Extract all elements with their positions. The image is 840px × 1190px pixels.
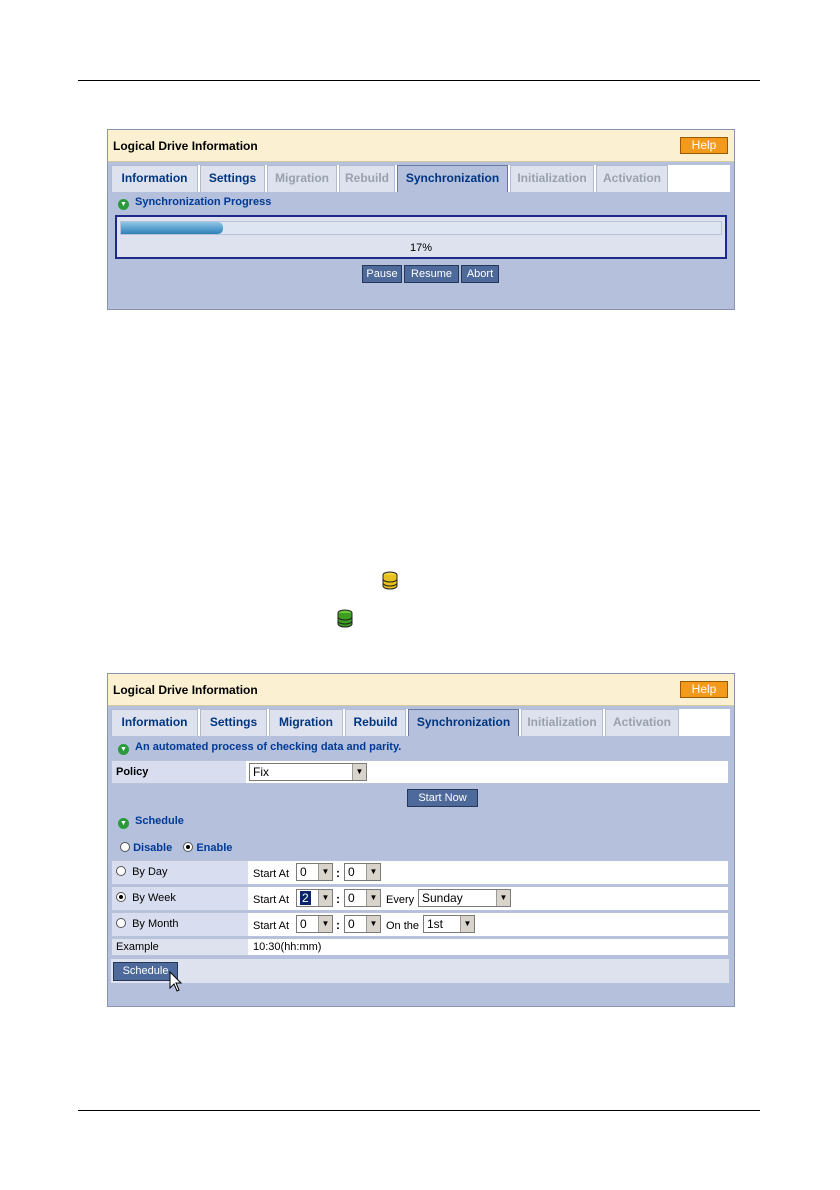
weekday-value: Sunday bbox=[422, 891, 463, 905]
chevron-down-icon: ▼ bbox=[352, 764, 366, 780]
resume-button[interactable]: Resume bbox=[404, 265, 459, 283]
logical-drive-panel-progress bbox=[107, 129, 735, 310]
by-day-radio[interactable] bbox=[116, 866, 126, 876]
policy-value: Fix bbox=[253, 765, 269, 779]
schedule-button[interactable]: Schedule bbox=[113, 962, 178, 981]
by-week-minute-select[interactable] bbox=[344, 889, 381, 907]
by-day-minute: 0 bbox=[348, 865, 355, 879]
by-day-row bbox=[111, 860, 729, 885]
panel-title: Logical Drive Information bbox=[113, 139, 258, 153]
logical-drive-panel-schedule bbox=[107, 673, 735, 1007]
footer-rule bbox=[78, 1110, 760, 1111]
schedule-header bbox=[118, 815, 184, 829]
yellow-database-icon bbox=[381, 571, 399, 590]
enable-radio[interactable] bbox=[183, 842, 193, 852]
disable-label: Disable bbox=[133, 842, 173, 854]
progress-track bbox=[120, 221, 722, 235]
panel-header bbox=[108, 130, 734, 162]
by-month-option[interactable] bbox=[112, 913, 248, 936]
by-month-label: By Month bbox=[132, 918, 179, 930]
tab-migration: Migration bbox=[267, 165, 337, 192]
by-day-minute-select[interactable] bbox=[344, 863, 381, 881]
example-row bbox=[111, 938, 729, 956]
panel-title: Logical Drive Information bbox=[113, 683, 258, 697]
tab-activation: Activation bbox=[605, 709, 679, 736]
section-header bbox=[118, 741, 401, 755]
schedule-title: Schedule bbox=[135, 815, 184, 827]
expand-arrow-icon[interactable]: ▼ bbox=[118, 199, 129, 210]
start-at-label: Start At bbox=[253, 894, 290, 906]
pause-button[interactable]: Pause bbox=[362, 265, 402, 283]
by-day-hour-select[interactable] bbox=[296, 863, 333, 881]
by-week-row bbox=[111, 886, 729, 911]
by-week-minute: 0 bbox=[348, 891, 355, 905]
policy-select[interactable] bbox=[249, 763, 367, 781]
chevron-down-icon: ▼ bbox=[366, 916, 380, 932]
by-month-minute: 0 bbox=[348, 917, 355, 931]
progress-box bbox=[115, 215, 727, 259]
chevron-down-icon: ▼ bbox=[366, 890, 380, 906]
progress-percent: 17% bbox=[409, 242, 433, 254]
tab-settings[interactable]: Settings bbox=[200, 165, 265, 192]
time-colon: : bbox=[336, 866, 340, 880]
tab-rebuild[interactable]: Rebuild bbox=[345, 709, 406, 736]
example-label: Example bbox=[112, 939, 248, 955]
chevron-down-icon: ▼ bbox=[318, 890, 332, 906]
chevron-down-icon: ▼ bbox=[460, 916, 474, 932]
by-month-minute-select[interactable] bbox=[344, 915, 381, 933]
time-colon: : bbox=[336, 918, 340, 932]
start-now-button[interactable]: Start Now bbox=[407, 789, 478, 807]
chevron-down-icon: ▼ bbox=[366, 864, 380, 880]
tab-bar bbox=[111, 709, 730, 736]
by-day-hour: 0 bbox=[300, 865, 307, 879]
by-month-hour-select[interactable] bbox=[296, 915, 333, 933]
schedule-button-row bbox=[111, 959, 729, 983]
help-button[interactable]: Help bbox=[680, 137, 728, 154]
time-colon: : bbox=[336, 892, 340, 906]
by-day-option[interactable] bbox=[112, 861, 248, 884]
by-month-radio[interactable] bbox=[116, 918, 126, 928]
by-day-label: By Day bbox=[132, 866, 168, 878]
progress-fill bbox=[121, 222, 223, 234]
start-at-label: Start At bbox=[253, 868, 290, 880]
by-week-radio[interactable] bbox=[116, 892, 126, 902]
by-week-label: By Week bbox=[132, 892, 176, 904]
tab-information[interactable]: Information bbox=[111, 709, 198, 736]
tab-synchronization[interactable]: Synchronization bbox=[408, 709, 519, 736]
header-rule bbox=[78, 80, 760, 81]
every-label: Every bbox=[386, 894, 415, 906]
policy-label: Policy bbox=[112, 761, 246, 783]
expand-arrow-icon[interactable]: ▼ bbox=[118, 818, 129, 829]
green-database-icon bbox=[336, 609, 354, 628]
help-button[interactable]: Help bbox=[680, 681, 728, 698]
tab-bar bbox=[111, 165, 730, 192]
tab-synchronization[interactable]: Synchronization bbox=[397, 165, 508, 192]
by-week-hour-select[interactable] bbox=[296, 889, 333, 907]
section-description: An automated process of checking data and parity. bbox=[135, 741, 402, 753]
policy-row bbox=[111, 760, 729, 784]
abort-button[interactable]: Abort bbox=[461, 265, 499, 283]
tab-initialization: Initialization bbox=[510, 165, 594, 192]
tab-migration[interactable]: Migration bbox=[269, 709, 343, 736]
tab-activation: Activation bbox=[596, 165, 668, 192]
chevron-down-icon: ▼ bbox=[318, 916, 332, 932]
tab-rebuild: Rebuild bbox=[339, 165, 395, 192]
start-at-label: Start At bbox=[253, 920, 290, 932]
month-date-select[interactable] bbox=[423, 915, 475, 933]
section-title: Synchronization Progress bbox=[135, 196, 272, 208]
schedule-toggle bbox=[120, 842, 232, 854]
tab-settings[interactable]: Settings bbox=[200, 709, 267, 736]
by-month-row bbox=[111, 912, 729, 937]
tab-initialization: Initialization bbox=[521, 709, 603, 736]
by-month-hour: 0 bbox=[300, 917, 307, 931]
on-the-label: On the bbox=[386, 920, 420, 932]
disable-radio[interactable] bbox=[120, 842, 130, 852]
weekday-select[interactable] bbox=[418, 889, 511, 907]
enable-label: Enable bbox=[196, 842, 233, 854]
example-value: 10:30(hh:mm) bbox=[253, 941, 322, 953]
section-header bbox=[118, 196, 271, 210]
chevron-down-icon: ▼ bbox=[318, 864, 332, 880]
mouse-cursor-icon bbox=[169, 971, 183, 993]
panel-header bbox=[108, 674, 734, 706]
by-week-option[interactable] bbox=[112, 887, 248, 910]
month-date-value: 1st bbox=[427, 917, 444, 931]
expand-arrow-icon[interactable]: ▼ bbox=[118, 744, 129, 755]
tab-information[interactable]: Information bbox=[111, 165, 198, 192]
chevron-down-icon: ▼ bbox=[496, 890, 510, 906]
by-week-hour: 2 bbox=[302, 891, 309, 905]
